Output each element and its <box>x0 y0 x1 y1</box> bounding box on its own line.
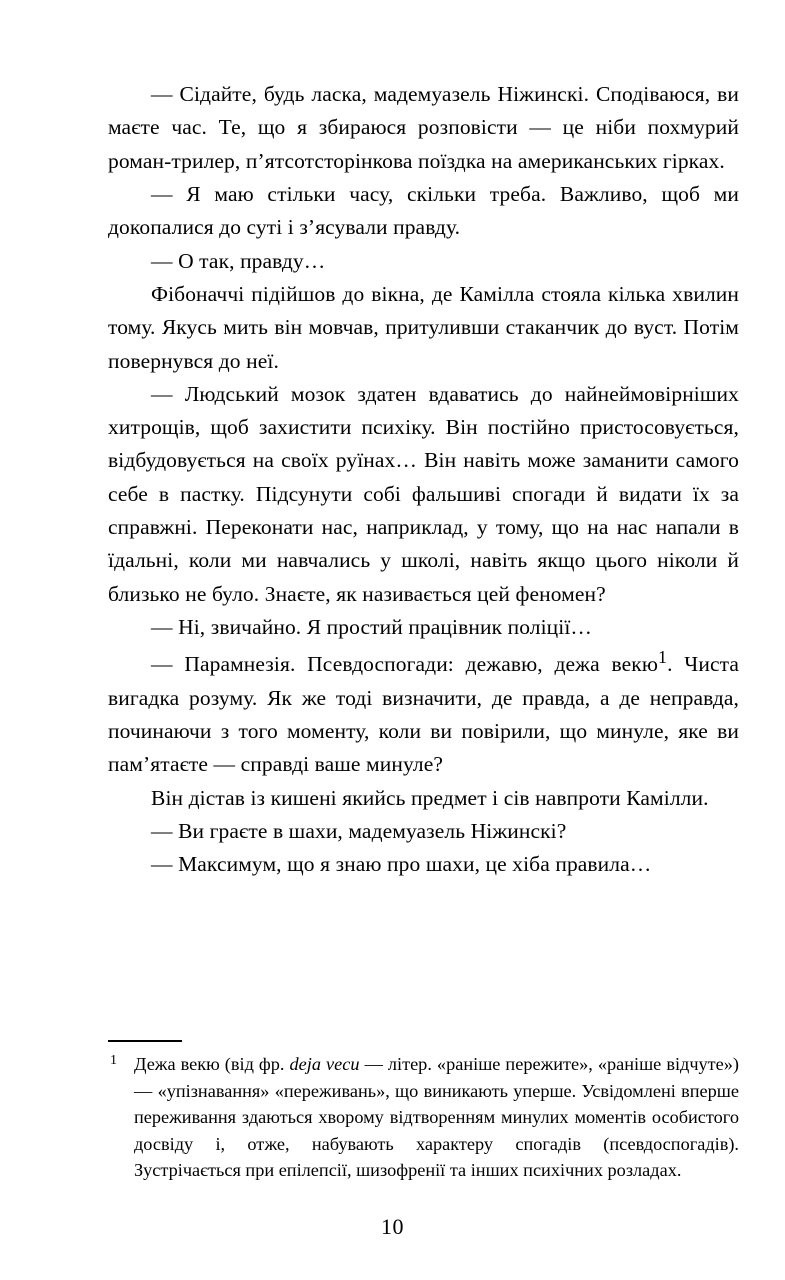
paragraph: — Людський мозок здатен вдаватись до найнеймовірніших хитрощів, щоб захистити психіку. Він постійно пристосовується, відбудовується на своїх руїнах… Він навіть може заманити самого себе в пастку. Підсунути собі фальшиві спогади й видати їх за справжні. Переконати нас, наприклад, у тому, що на нас напали в їдальні, коли ми навчались у школі, навіть якщо цього ніколи й близько не було. Знаєте, як називається цей феномен? <box>108 381 739 606</box>
page-body <box>108 78 739 882</box>
paragraph: Фібоначчі підійшов до вікна, де Камілла стояла кілька хвилин тому. Якусь мить він мовчав, притуливши стаканчик до вуст. Потім повернувся до неї. <box>108 281 739 373</box>
paragraph: Він дістав із кишені якийсь предмет і сів навпроти Камілли. <box>151 785 709 810</box>
paragraph: — Ні, звичайно. Я простий працівник поліції… <box>151 615 593 639</box>
page-number: 10 <box>381 1214 404 1239</box>
paragraph: — Максимум, що я знаю про шахи, це хіба правила… <box>151 852 652 877</box>
paragraph: — О так, правду… <box>151 248 326 273</box>
paragraph: — Парамнезія. Псевдоспогади: дежавю, дежа векю$^1$. Чиста вигадка розуму. Як же тоді визначити, де правда, а де неправда, починаючи з того моменту, коли ви повірили, що минуле, яке ви пам’ятаєте — справді ваше минуле? <box>108 647 739 777</box>
footnote-area <box>108 1040 739 1184</box>
paragraph: — Ви граєте в шахи, мадемуазель Ніжинскі? <box>151 819 567 844</box>
footnote <box>108 1051 739 1184</box>
footnote-text: Дежа векю (від фр. deja vecu — літер. «раніше пережите», «раніше відчуте») — «упізнавання» «переживань», що виникають уперше. Усвідомлені вперше переживання здаються хворому відтворенням минулих моментів особистого досвіду і, отже, набувають характеру спогадів (псевдоспогадів). Зустрічається при епілепсії, шизофренії та інших психічних розладах. <box>134 1054 739 1181</box>
paragraph: — Я маю стільки часу, скільки треба. Важливо, щоб ми докопалися до суті і з’ясували правду. <box>108 181 739 240</box>
paragraph: — Сідайте, будь ласка, мадемуазель Ніжинскі. Сподіваюся, ви маєте час. Те, що я збираюся розповісти — це ніби похмурий роман-трилер, п’ятсотсторінкова поїздка на американських гірках. <box>108 82 739 173</box>
footnote-marker: 1 <box>110 1053 117 1069</box>
footnote-separator-rule <box>108 1040 182 1042</box>
